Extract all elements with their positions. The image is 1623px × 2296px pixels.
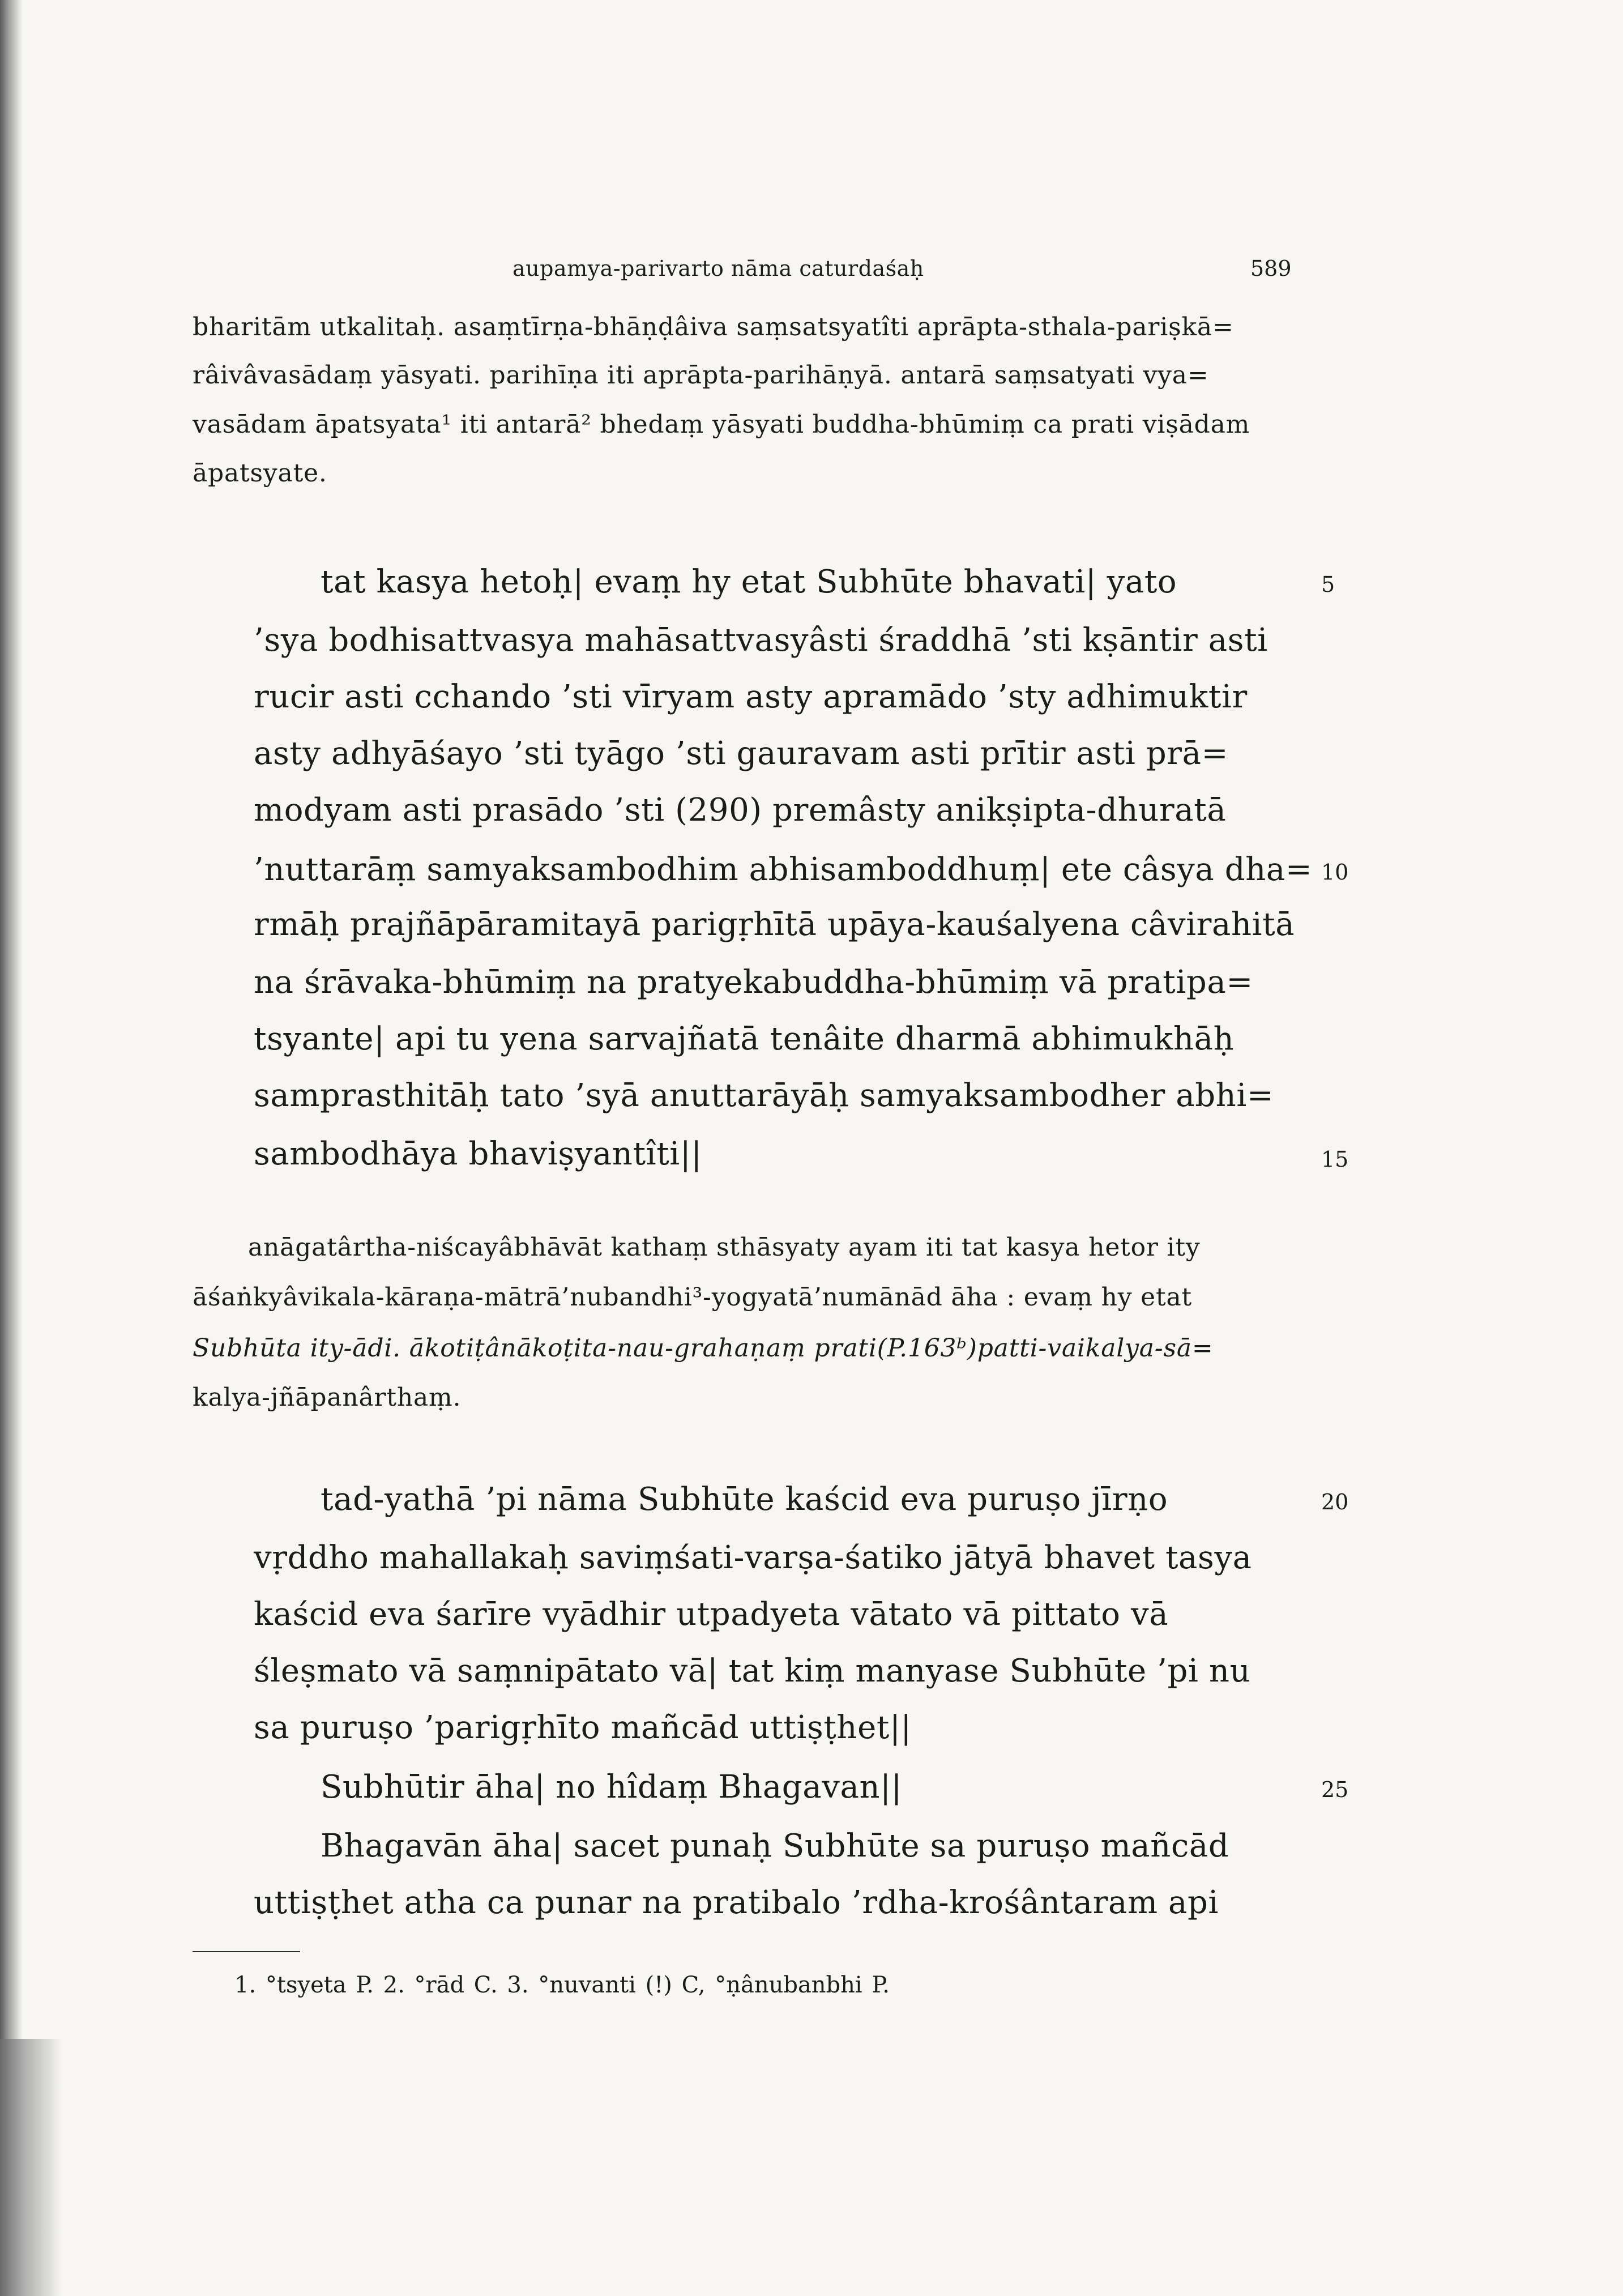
verse-line: Bhagavān āha| sacet punaḥ Subhūte sa puruṣo mañcād (321, 1828, 1229, 1864)
commentary-line: anāgatârtha-niścayâbhāvāt kathaṃ sthāsyaty ayam iti tat kasya hetor ity (248, 1233, 1201, 1262)
verse-line: modyam asti prasādo ’sti (290) premâsty anikṣipta-dhuratā (254, 792, 1227, 829)
verse-line: kaścid eva śarīre vyādhir utpadyeta vātato vā pittato vā (254, 1596, 1169, 1633)
line-number: 25 (1321, 1777, 1349, 1802)
footnote-rule (193, 1951, 300, 1952)
verse-line: uttiṣṭhet atha ca punar na pratibalo ’rdha-krośântaram api (254, 1884, 1219, 1921)
commentary-line: râivâvasādaṃ yāsyati. parihīṇa iti aprāpta-parihāṇyā. antarā saṃsatyati vya= (193, 361, 1209, 390)
page-number: 589 (1250, 256, 1292, 281)
verse-line: vṛddho mahallakaḥ saviṃśati-varṣa-śatiko jātyā bhavet tasya (254, 1539, 1252, 1576)
footnotes: 1. °tsyeta P. 2. °rād C. 3. °nuvanti (!) C, °ṇânubanbhi P. (234, 1972, 890, 1998)
verse-line: rmāḥ prajñāpāramitayā parigṛhītā upāya-kauśalyena câvirahitā (254, 906, 1295, 943)
verse-line: Subhūtir āha| no hîdaṃ Bhagavan|| (321, 1769, 903, 1806)
verse-line: sambodhāya bhaviṣyantîti|| (254, 1136, 702, 1172)
chapter-title: aupamya-parivarto nāma caturdaśaḥ (512, 256, 924, 281)
verse-line: ’sya bodhisattvasya mahāsattvasyâsti śraddhā ’sti kṣāntir asti (254, 622, 1268, 659)
running-header (0, 256, 1623, 290)
commentary-line: āśaṅkyâvikala-kāraṇa-mātrā’nubandhi³-yogyatā’numānād āha : evaṃ hy etat (193, 1283, 1193, 1312)
verse-line: tat kasya hetoḥ| evaṃ hy etat Subhūte bhavati| yato (321, 564, 1177, 600)
verse-line: asty adhyāśayo ’sti tyāgo ’sti gauravam asti prītir asti prā= (254, 735, 1229, 772)
verse-line: sa puruṣo ’parigṛhīto mañcād uttiṣṭhet|| (254, 1709, 912, 1746)
verse-line: tsyante| api tu yena sarvajñatā tenâite dharmā abhimukhāḥ (254, 1021, 1235, 1057)
line-number: 5 (1321, 572, 1335, 597)
commentary-line: kalya-jñāpanârthaṃ. (193, 1383, 462, 1412)
commentary-line: bharitām utkalitaḥ. asaṃtīrṇa-bhāṇḍâiva saṃsatsyatîti aprāpta-sthala-pariṣkā= (193, 313, 1234, 342)
verse-line: ’nuttarāṃ samyaksambodhim abhisamboddhuṃ| ete câsya dha= (254, 851, 1313, 888)
commentary-line: vasādam āpatsyata¹ iti antarā² bhedaṃ yāsyati buddha-bhūmiṃ ca prati viṣādam (193, 410, 1250, 439)
line-number: 10 (1321, 860, 1349, 885)
commentary-line: āpatsyate. (193, 459, 327, 488)
commentary-line: Subhūta ity-ādi. ākotiṭânākoṭita-nau-grahaṇaṃ prati(P.163ᵇ)patti-vaikalya-sā= (193, 1334, 1214, 1363)
scan-shadow-bottom (0, 2039, 62, 2296)
line-number: 20 (1321, 1490, 1349, 1514)
verse-line: na śrāvaka-bhūmiṃ na pratyekabuddha-bhūmiṃ vā pratipa= (254, 964, 1253, 1001)
verse-line: śleṣmato vā saṃnipātato vā| tat kiṃ manyase Subhūte ’pi nu (254, 1653, 1251, 1689)
verse-line: tad-yathā ’pi nāma Subhūte kaścid eva puruṣo jīrṇo (321, 1481, 1168, 1518)
verse-line: rucir asti cchando ’sti vīryam asty apramādo ’sty adhimuktir (254, 678, 1248, 715)
verse-line: samprasthitāḥ tato ’syā anuttarāyāḥ samyaksambodher abhi= (254, 1077, 1274, 1114)
scan-shadow-left (0, 0, 23, 2296)
line-number: 15 (1321, 1147, 1349, 1172)
